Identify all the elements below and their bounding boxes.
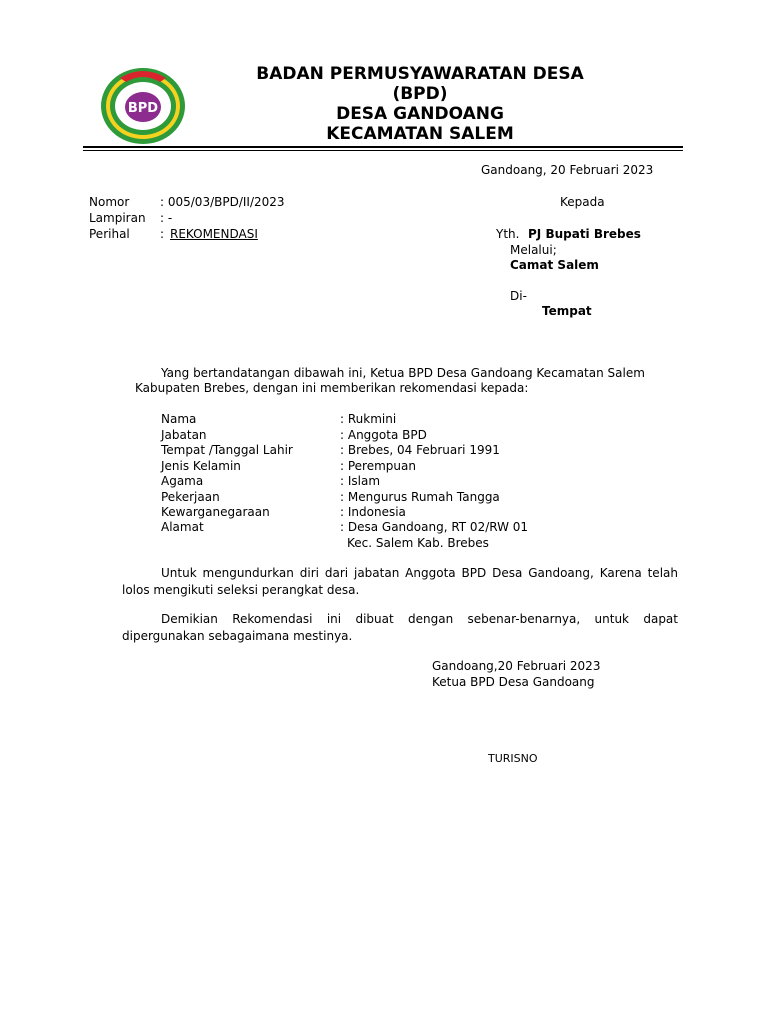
- address-line-2: Kec. Salem Kab. Brebes: [347, 536, 489, 550]
- paragraph-reason: Untuk mengundurkan diri dari jabatan Anggota BPD Desa Gandoang, Karena telah lolos mengikuti seleksi perangkat desa.: [122, 566, 678, 597]
- detail-label: Alamat: [161, 520, 204, 534]
- paragraph-closing: Demikian Rekomendasi ini dibuat dengan sebenar-benarnya, untuk dapat dipergunakan sebagaimana mestinya.: [122, 612, 678, 643]
- place-date: Gandoang, 20 Februari 2023: [481, 163, 654, 177]
- letterhead-rule-thick: [83, 146, 683, 148]
- detail-value: : Anggota BPD: [340, 428, 427, 442]
- kepada: Kepada: [560, 195, 605, 209]
- detail-value: : Brebes, 04 Februari 1991: [340, 443, 500, 457]
- nomor-label: Nomor: [89, 195, 130, 209]
- recipient-name: PJ Bupati Brebes: [528, 227, 641, 241]
- letterhead-line1: BADAN PERMUSYAWARATAN DESA: [256, 64, 584, 84]
- tempat: Tempat: [542, 304, 592, 318]
- perihal-value: REKOMENDASI: [170, 227, 258, 241]
- detail-label: Jabatan: [161, 428, 207, 442]
- di: Di-: [510, 289, 527, 303]
- lampiran-value: : -: [160, 211, 173, 225]
- perihal-label: Perihal: [89, 227, 130, 241]
- detail-value: : Rukmini: [340, 412, 397, 426]
- detail-label: Pekerjaan: [161, 490, 220, 504]
- detail-label: Nama: [161, 412, 197, 426]
- detail-label: Agama: [161, 474, 204, 488]
- logo-text: BPD: [127, 101, 159, 116]
- lampiran-label: Lampiran: [89, 211, 146, 225]
- letterhead-rule-thin: [83, 150, 683, 151]
- intro-line-2: Kabupaten Brebes, dengan ini memberikan rekomendasi kepada:: [135, 381, 529, 395]
- detail-value: : Indonesia: [340, 505, 406, 519]
- detail-value: : Desa Gandoang, RT 02/RW 01: [340, 520, 529, 534]
- letterhead-line3: DESA GANDOANG: [336, 104, 504, 124]
- letterhead-line4: KECAMATAN SALEM: [326, 124, 514, 144]
- signature-place-date: Gandoang,20 Februari 2023: [432, 659, 601, 673]
- detail-label: Kewarganegaraan: [161, 505, 270, 519]
- bpd-logo: [100, 66, 186, 146]
- intro-line-1: Yang bertandatangan dibawah ini, Ketua BPD Desa Gandoang Kecamatan Salem: [161, 366, 645, 380]
- melalui: Melalui;: [510, 243, 557, 257]
- detail-value: : Perempuan: [340, 459, 416, 473]
- perihal-colon: :: [160, 227, 165, 241]
- detail-label: Tempat /Tanggal Lahir: [161, 443, 293, 457]
- detail-value: : Mengurus Rumah Tangga: [340, 490, 500, 504]
- nomor-value: : 005/03/BPD/II/2023: [160, 195, 285, 209]
- signature-title: Ketua BPD Desa Gandoang: [432, 675, 595, 689]
- detail-value: : Islam: [340, 474, 381, 488]
- yth: Yth.: [496, 227, 520, 241]
- detail-label: Jenis Kelamin: [161, 459, 241, 473]
- letterhead-line2: (BPD): [392, 84, 448, 104]
- via-camat: Camat Salem: [510, 258, 599, 272]
- signature-name: TURISNO: [488, 752, 538, 765]
